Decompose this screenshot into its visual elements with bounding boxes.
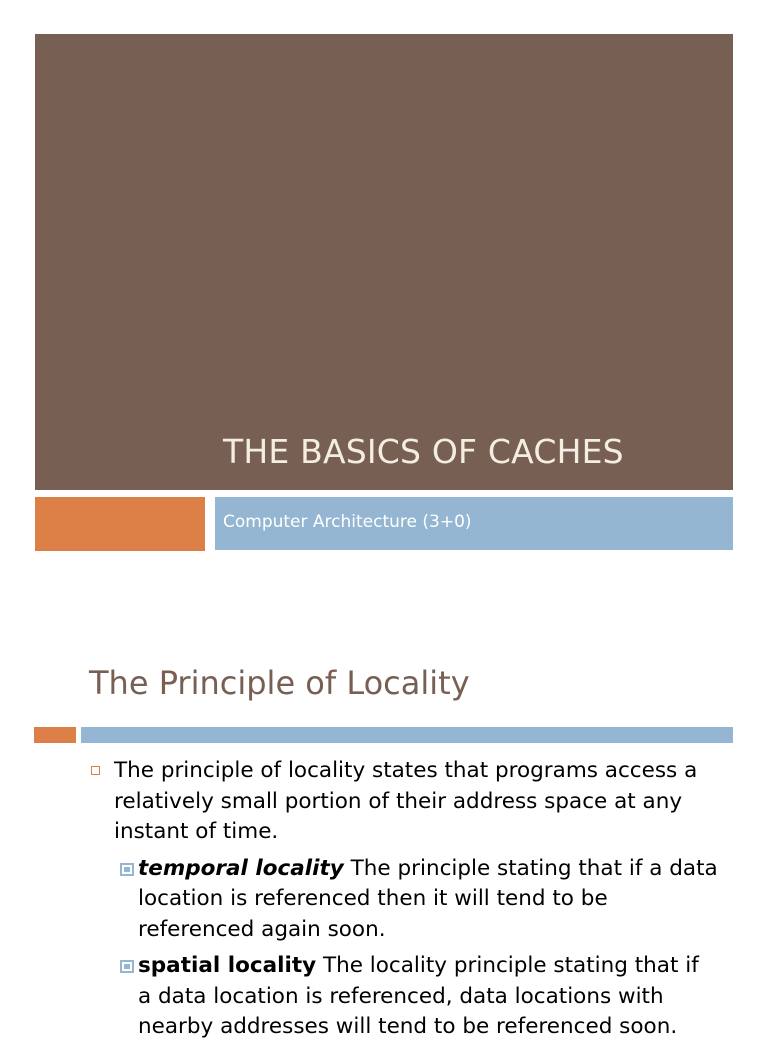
square-bullet-icon — [91, 766, 100, 775]
square-bullet-icon — [120, 960, 134, 973]
title-slide-block — [35, 34, 733, 490]
bullet-list — [90, 756, 720, 1049]
content-slide-title: The Principle of Locality — [89, 664, 470, 702]
definition-text: The principle stating that if a data location is referenced then it will tend to be referenced again soon. — [138, 855, 718, 942]
list-item — [90, 951, 718, 1043]
definition-text: The locality principle stating that if a data location is referenced, data locations with nearby addresses will tend to be referenced soon. — [138, 953, 699, 1039]
blue-accent-bar — [81, 727, 733, 743]
term-spatial-locality: spatial locality — [138, 953, 317, 978]
subtitle-bar — [215, 497, 733, 550]
slide-subtitle: Computer Architecture (3+0) — [223, 512, 472, 532]
bullet-text: The principle of locality states that programs access a relatively small portion of their address space at any instant of time. — [114, 758, 698, 844]
term-temporal-locality: temporal locality — [138, 855, 344, 881]
orange-accent-bar — [35, 497, 205, 551]
list-item — [90, 854, 718, 946]
orange-accent-bar — [34, 727, 76, 743]
list-item — [90, 756, 720, 848]
slide-title: THE BASICS OF CACHES — [223, 432, 624, 471]
square-bullet-icon — [120, 863, 134, 876]
